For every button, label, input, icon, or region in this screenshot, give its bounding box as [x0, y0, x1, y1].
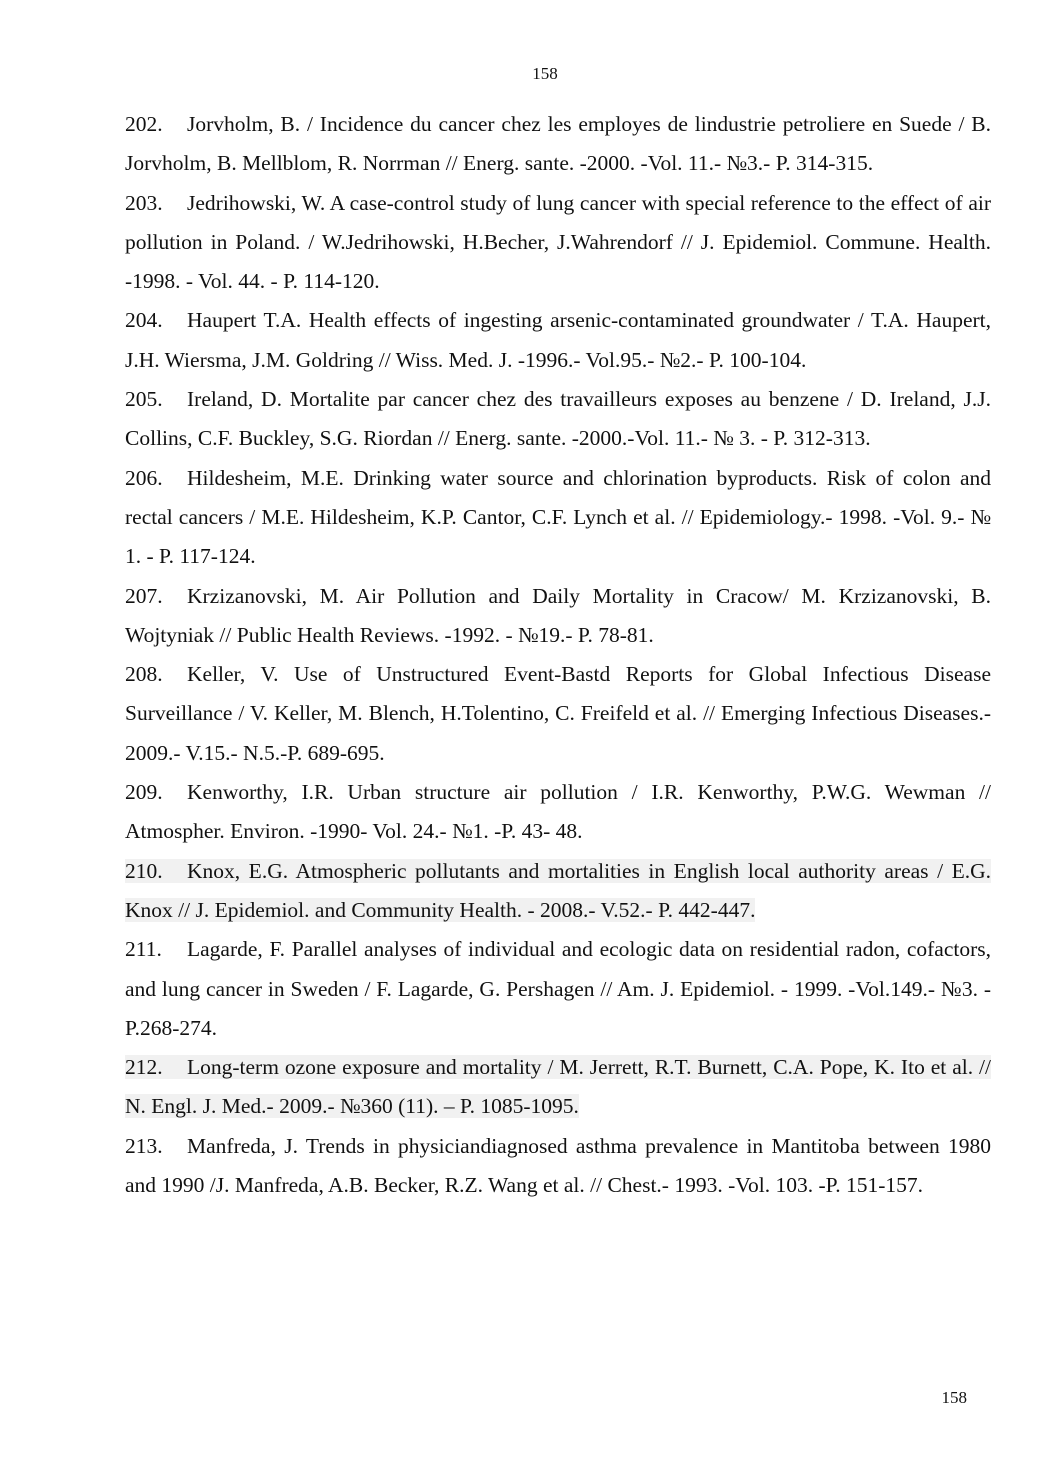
reference-item: [125, 1127, 991, 1206]
reference-item: [125, 577, 991, 656]
reference-item: [125, 184, 991, 302]
reference-text: Long-term ozone exposure and mortality / M. Jerrett, R.T. Burnett, C.A. Pope, K. Ito et al. // N. Engl. J. Med.- 2009.- №360 (11). – P. 1085-1095.: [125, 1055, 991, 1119]
reference-number: 209.: [125, 780, 163, 805]
reference-number: 202.: [125, 112, 163, 136]
reference-list: [125, 105, 991, 1205]
reference-text: Ireland, D. Mortalite par cancer chez des travailleurs exposes au benzene / D. Ireland, J.J. Collins, C.F. Buckley, S.G. Riordan // Energ. sante. -2000.-Vol. 11.- № 3. - P. 312-313.: [125, 387, 991, 451]
reference-item: [125, 655, 991, 773]
reference-text: Knox, E.G. Atmospheric pollutants and mortalities in English local authority areas / E.G. Knox // J. Epidemiol. and Community Health. - 2008.- V.52.- P. 442-447.: [125, 858, 991, 922]
reference-item-highlighted: [125, 1048, 991, 1127]
reference-item: [125, 773, 991, 852]
reference-item: [125, 105, 991, 184]
reference-number: 212.: [125, 1055, 163, 1080]
reference-text: Lagarde, F. Parallel analyses of individual and ecologic data on residential radon, cofactors, and lung cancer in Sweden / F. Lagarde, G. Pershagen // Am. J. Epidemiol. - 1999. -Vol.149.- №3. -P.268-274.: [125, 937, 991, 1040]
reference-number: 211.: [125, 937, 162, 962]
reference-text: Jorvholm, B. / Incidence du cancer chez les employes de lindustrie petroliere en Suede / B. Jorvholm, B. Mellblom, R. Norrman // Energ. sante. -2000. -Vol. 11.- №3.- P. 314-315.: [125, 112, 991, 176]
page-number-bottom: 158: [941, 1388, 967, 1407]
reference-text: Keller, V. Use of Unstructured Event-Bastd Reports for Global Infectious Disease Surveillance / V. Keller, M. Blench, H.Tolentino, C. Freifeld et al. // Emerging Infectious Diseases.- 2009.- V.15.- N.5.-P. 689-695.: [125, 662, 991, 765]
reference-item: [125, 380, 991, 459]
reference-item: [125, 301, 991, 380]
reference-number: 213.: [125, 1133, 163, 1158]
reference-number: 205.: [125, 387, 163, 412]
reference-text: Haupert T.A. Health effects of ingesting arsenic-contaminated groundwater / T.A. Haupert, J.H. Wiersma, J.M. Goldring // Wiss. Med. J. -1996.- Vol.95.- №2.- P. 100-104.: [125, 308, 991, 372]
reference-number: 207.: [125, 583, 163, 608]
reference-text: Jedrihowski, W. A case-control study of lung cancer with special reference to the effect of air pollution in Poland. / W.Jedrihowski, H.Becher, J.Wahrendorf // J. Epidemiol. Commune. Health. -1998. - Vol. 44. - P. 114-120.: [125, 190, 991, 294]
page-number-top: 158: [532, 64, 558, 83]
reference-number: 206.: [125, 465, 163, 490]
reference-text: Hildesheim, M.E. Drinking water source and chlorination byproducts. Risk of colon and rectal cancers / M.E. Hildesheim, K.P. Cantor, C.F. Lynch et al. // Epidemiology.- 1998. -Vol. 9.- № 1. - P. 117-124.: [125, 465, 991, 569]
reference-text: Manfreda, J. Trends in physiciandiagnosed asthma prevalence in Mantitoba between 1980 and 1990 /J. Manfreda, A.B. Becker, R.Z. Wang et al. // Chest.- 1993. -Vol. 103. -P. 151-157.: [125, 1133, 991, 1198]
reference-number: 204.: [125, 308, 163, 333]
reference-item: [125, 459, 991, 577]
reference-number: 210.: [125, 858, 163, 883]
reference-item-highlighted: [125, 852, 991, 931]
reference-number: 208.: [125, 662, 163, 687]
reference-text: Kenworthy, I.R. Urban structure air pollution / I.R. Kenworthy, P.W.G. Wewman // Atmospher. Environ. -1990- Vol. 24.- №1. -P. 43- 48.: [125, 780, 991, 844]
reference-item: [125, 930, 991, 1048]
reference-number: 203.: [125, 190, 163, 215]
reference-text: Krzizanovski, M. Air Pollution and Daily Mortality in Cracow/ M. Krzizanovski, B. Wojtyniak // Public Health Reviews. -1992. - №19.- P. 78-81.: [125, 583, 991, 647]
